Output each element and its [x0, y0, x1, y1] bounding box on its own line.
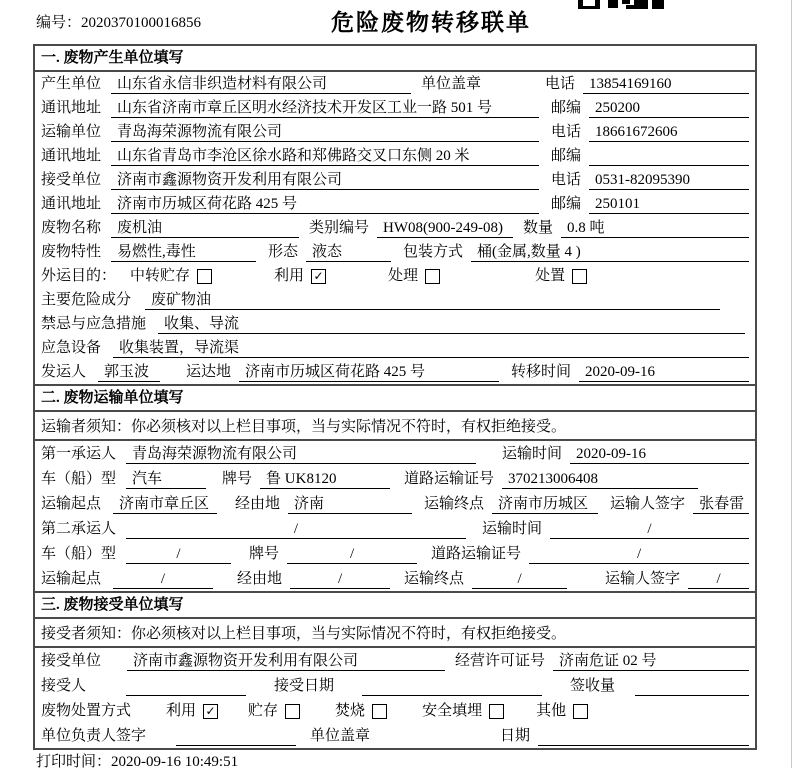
- window-edge-line: [791, 0, 792, 768]
- transporter-zip-value: [589, 147, 749, 166]
- route1-via-value: 济南: [288, 495, 412, 514]
- sign-date-value: [538, 727, 749, 746]
- disposal-label: 废物处置方式: [41, 703, 132, 719]
- sign-date-label: 日期: [500, 728, 531, 744]
- waste-qty-label: 数量: [523, 220, 554, 236]
- route2-via-label: 经由地: [237, 571, 283, 587]
- producer-address-label: 通讯地址: [41, 100, 102, 116]
- producer-phone-label: 电话: [545, 76, 576, 92]
- checkbox-dispose: [572, 269, 587, 284]
- producer-address-value: 山东省济南市章丘区明水经济技术开发区工业一路 501 号: [111, 99, 539, 118]
- receive-unit-label: 接受单位: [41, 653, 102, 669]
- route2-start-label: 运输起点: [41, 571, 102, 587]
- checkbox-transfer-storage: [197, 269, 212, 284]
- purpose-option-label: 处理: [388, 268, 419, 284]
- disposal-option-label: 安全填埋: [422, 703, 483, 719]
- vehicle2-label: 车（船）型: [41, 546, 117, 562]
- purpose-option-label: 处置: [535, 268, 566, 284]
- serial-value: 2020370100016856: [81, 15, 202, 31]
- waste-props-label: 废物特性: [41, 244, 102, 260]
- shipper-dest-label: 运达地: [186, 364, 232, 380]
- transfer-time-label: 转移时间: [511, 364, 572, 380]
- transfer-form-table: [33, 44, 757, 750]
- receive-unit-value: 济南市鑫源物资开发利用有限公司: [127, 652, 445, 671]
- route2-sign-value: /: [688, 570, 749, 589]
- purpose-option-treat: [388, 267, 440, 286]
- section2-notice: 运输者须知：你必须核对以上栏目事项，当与实际情况不符时，有权拒绝接受。: [35, 412, 755, 441]
- producer-seal-label: 单位盖章: [421, 76, 482, 92]
- taboo-row: [35, 312, 755, 336]
- disposal-option-utilize: [166, 702, 218, 721]
- checkbox-utilize: ✓: [311, 269, 326, 284]
- route1-row: [35, 491, 755, 516]
- taboo-value: 收集、导流: [158, 315, 745, 334]
- carrier1-time-label: 运输时间: [502, 446, 563, 462]
- waste-pack-value: 桶(金属,数量 4 ): [471, 243, 749, 262]
- accept-date-value: [362, 677, 542, 696]
- license1-label: 道路运输证号: [404, 471, 495, 487]
- route1-via-label: 经由地: [235, 496, 281, 512]
- producer-address-row: [35, 96, 755, 120]
- producer-row: [35, 72, 755, 96]
- purpose-row: [35, 264, 755, 288]
- hazard-value: 废矿物油: [145, 291, 720, 310]
- disposal-option-store: [248, 702, 300, 721]
- shipper-row: [35, 360, 755, 384]
- section3-header: 三. 废物接受单位填写: [35, 591, 755, 619]
- route2-end-label: 运输终点: [404, 571, 465, 587]
- license2-value: /: [529, 545, 749, 564]
- route2-via-value: /: [290, 570, 390, 589]
- route1-sign-label: 运输人签字: [610, 496, 686, 512]
- serial-number: [36, 11, 201, 32]
- route2-start-value: /: [113, 570, 213, 589]
- equipment-value: 收集装置，导流渠: [113, 339, 749, 358]
- transporter-value: 青岛海荣源物流有限公司: [111, 123, 539, 142]
- carrier1-row: [35, 441, 755, 466]
- hazard-row: [35, 288, 755, 312]
- producer-zip-label: 邮编: [551, 100, 582, 116]
- print-time-label: 打印时间：: [36, 754, 112, 768]
- checkbox-disposal-landfill: [489, 704, 504, 719]
- waste-pack-label: 包装方式: [403, 244, 464, 260]
- vehicle2-value: /: [126, 545, 231, 564]
- receiver-zip-label: 邮编: [551, 196, 582, 212]
- disposal-option-landfill: [422, 702, 504, 721]
- acceptor-label: 接受人: [41, 678, 87, 694]
- route1-start-label: 运输起点: [41, 496, 102, 512]
- waste-form-value: 液态: [306, 243, 391, 262]
- receiver-zip-value: 250101: [589, 195, 749, 214]
- amount-value: [635, 677, 749, 696]
- permit-label: 经营许可证号: [455, 653, 546, 669]
- disposal-row: [35, 698, 755, 723]
- page-title: 危险废物转移联单: [331, 10, 531, 35]
- waste-name-value: 废机油: [111, 219, 299, 238]
- transporter-address-value: 山东省青岛市李沧区徐水路和郑佛路交叉口东侧 20 米: [111, 147, 539, 166]
- receive-unit-row: [35, 648, 755, 673]
- waste-code-label: 类别编号: [309, 220, 370, 236]
- carrier2-row: [35, 516, 755, 541]
- route1-start-value: 济南市章丘区: [113, 495, 217, 514]
- transporter-phone-label: 电话: [551, 124, 582, 140]
- equipment-label: 应急设备: [41, 340, 102, 356]
- waste-qty-value: 0.8 吨: [561, 219, 749, 238]
- producer-label: 产生单位: [41, 76, 102, 92]
- receiver-address-value: 济南市历城区荷花路 425 号: [111, 195, 539, 214]
- carrier2-time-value: /: [550, 520, 749, 539]
- carrier1-label: 第一承运人: [41, 446, 117, 462]
- receiver-label: 接受单位: [41, 172, 102, 188]
- transfer-time-value: 2020-09-16: [579, 363, 749, 382]
- transporter-phone-value: 18661672606: [589, 123, 749, 142]
- transporter-address-row: [35, 144, 755, 168]
- purpose-option-transfer-storage: [130, 267, 212, 286]
- shipper-dest-value: 济南市历城区荷花路 425 号: [239, 363, 499, 382]
- equipment-row: [35, 336, 755, 360]
- disposal-option-label: 焚烧: [335, 703, 366, 719]
- disposal-option-label: 其他: [536, 703, 567, 719]
- plate2-label: 牌号: [249, 546, 280, 562]
- license2-label: 道路运输证号: [431, 546, 522, 562]
- receiver-row: [35, 168, 755, 192]
- checkbox-disposal-store: [285, 704, 300, 719]
- waste-form-label: 形态: [268, 244, 299, 260]
- waste-name-row: [35, 216, 755, 240]
- checkbox-treat: [425, 269, 440, 284]
- purpose-option-utilize: [274, 267, 326, 286]
- signature-label: 单位负责人签字: [41, 728, 147, 744]
- receiver-address-row: [35, 192, 755, 216]
- producer-phone-value: 13854169160: [583, 75, 749, 94]
- carrier2-label: 第二承运人: [41, 521, 117, 537]
- signature-value: [176, 727, 296, 746]
- plate2-value: /: [287, 545, 417, 564]
- plate1-value: 鲁 UK8120: [260, 470, 390, 489]
- transporter-address-label: 通讯地址: [41, 148, 102, 164]
- vehicle2-row: [35, 541, 755, 566]
- waste-props-value: 易燃性,毒性: [111, 243, 256, 262]
- carrier2-value: /: [126, 520, 466, 539]
- checkbox-disposal-incinerate: [372, 704, 387, 719]
- waste-name-label: 废物名称: [41, 220, 102, 236]
- receiver-value: 济南市鑫源物资开发利用有限公司: [111, 171, 539, 190]
- print-time: [36, 750, 238, 768]
- disposal-option-label: 贮存: [248, 703, 279, 719]
- carrier2-time-label: 运输时间: [482, 521, 543, 537]
- route1-end-value: 济南市历城区: [492, 495, 598, 514]
- hazard-label: 主要危险成分: [41, 292, 132, 308]
- transporter-row: [35, 120, 755, 144]
- vehicle1-value: 汽车: [126, 470, 206, 489]
- disposal-option-other: [536, 702, 588, 721]
- serial-label: 编号：: [36, 15, 82, 31]
- shipper-label: 发运人: [41, 364, 87, 380]
- checkbox-disposal-other: [573, 704, 588, 719]
- section2-header: 二. 废物运输单位填写: [35, 384, 755, 412]
- waste-props-row: [35, 240, 755, 264]
- disposal-option-label: 利用: [166, 703, 197, 719]
- producer-value: 山东省永信非织造材料有限公司: [111, 75, 411, 94]
- waste-code-value: HW08(900-249-08): [377, 219, 513, 238]
- carrier1-time-value: 2020-09-16: [570, 445, 749, 464]
- transporter-label: 运输单位: [41, 124, 102, 140]
- taboo-label: 禁忌与应急措施: [41, 316, 147, 332]
- plate1-label: 牌号: [222, 471, 253, 487]
- transporter-zip-label: 邮编: [551, 148, 582, 164]
- vehicle1-label: 车（船）型: [41, 471, 117, 487]
- receiver-phone-value: 0531-82095390: [589, 171, 749, 190]
- accept-date-label: 接受日期: [274, 678, 335, 694]
- purpose-option-label: 中转贮存: [130, 268, 191, 284]
- unit-seal-label: 单位盖章: [310, 728, 371, 744]
- purpose-label: 外运目的：: [41, 268, 117, 284]
- amount-label: 签收量: [570, 678, 616, 694]
- route2-sign-label: 运输人签字: [605, 571, 681, 587]
- checkbox-disposal-utilize: ✓: [203, 704, 218, 719]
- qr-code-fragment: [578, 0, 664, 9]
- section3-notice: 接受者须知：你必须核对以上栏目事项，当与实际情况不符时，有权拒绝接受。: [35, 619, 755, 648]
- print-time-value: 2020-09-16 10:49:51: [111, 754, 239, 768]
- route1-end-label: 运输终点: [424, 496, 485, 512]
- route2-end-value: /: [472, 570, 567, 589]
- permit-value: 济南危证 02 号: [553, 652, 749, 671]
- purpose-option-label: 利用: [274, 268, 305, 284]
- receiver-address-label: 通讯地址: [41, 196, 102, 212]
- vehicle1-row: [35, 466, 755, 491]
- route2-row: [35, 566, 755, 591]
- producer-zip-value: 250200: [589, 99, 749, 118]
- acceptor-value: [126, 677, 246, 696]
- carrier1-value: 青岛海荣源物流有限公司: [126, 445, 476, 464]
- shipper-value: 郭玉波: [98, 363, 160, 382]
- route1-sign-value: 张春雷: [693, 495, 749, 514]
- signature-row: [35, 723, 755, 748]
- acceptor-row: [35, 673, 755, 698]
- purpose-option-dispose: [535, 267, 587, 286]
- receiver-phone-label: 电话: [551, 172, 582, 188]
- license1-value: 370213006408: [502, 470, 698, 489]
- disposal-option-incinerate: [335, 702, 387, 721]
- section1-header: 一. 废物产生单位填写: [35, 46, 755, 72]
